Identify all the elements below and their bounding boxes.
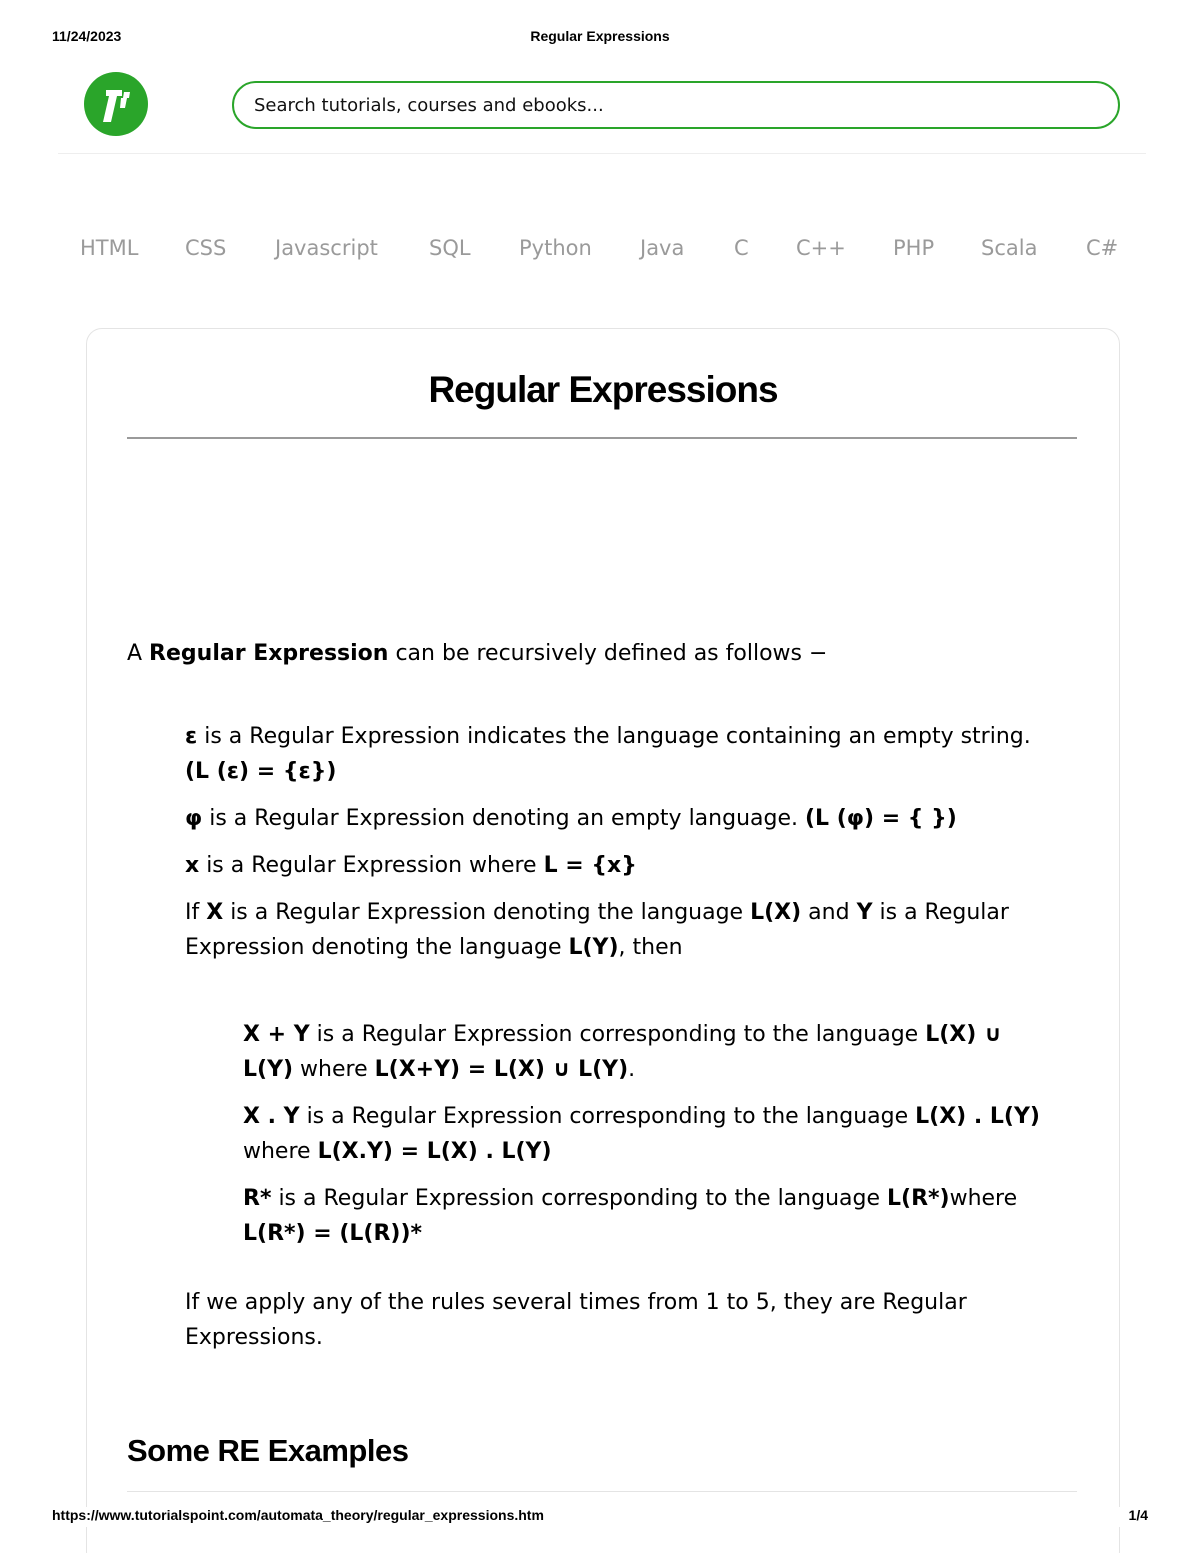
nav-item-scala[interactable]: Scala bbox=[981, 236, 1038, 260]
rule-symbol: R* bbox=[243, 1186, 272, 1211]
nav-item-css[interactable]: CSS bbox=[185, 236, 227, 260]
rule-formula: (L (φ) = { }) bbox=[804, 806, 957, 831]
rule-symbol: φ bbox=[185, 806, 203, 831]
intro-term: Regular Expression bbox=[149, 641, 389, 666]
rule-formula: L = {x} bbox=[543, 853, 637, 878]
list-item bbox=[243, 1017, 1043, 1087]
rule-text: , then bbox=[618, 935, 683, 960]
rule-text: is a Regular Expression corresponding to the language bbox=[271, 1186, 887, 1211]
rule-text: is a Regular Expression indicates the language containing an empty string. bbox=[197, 724, 1031, 749]
print-date: 11/24/2023 bbox=[52, 28, 122, 44]
rule-text: is a Regular Expression denoting the language bbox=[223, 900, 751, 925]
rule-formula: L(X) bbox=[750, 900, 802, 925]
site-header bbox=[58, 70, 1146, 154]
nav-item-sql[interactable]: SQL bbox=[429, 236, 471, 260]
rule-formula: L(R*) bbox=[887, 1186, 950, 1211]
title-divider bbox=[127, 437, 1077, 439]
intro-text-end: can be recursively defined as follows − bbox=[388, 641, 828, 666]
list-item bbox=[185, 719, 1045, 789]
rule-formula: L(X) ∪ L(Y) bbox=[243, 1022, 1002, 1082]
print-document-title: Regular Expressions bbox=[530, 28, 670, 44]
rule-text: is a Regular Expression corresponding to the language bbox=[309, 1022, 926, 1047]
rule-text: . bbox=[628, 1057, 636, 1082]
rule-text: is a Regular Expression where bbox=[199, 853, 544, 878]
rule-text: and bbox=[801, 900, 857, 925]
nav-item-html[interactable]: HTML bbox=[80, 236, 139, 260]
nav-item-javascript[interactable]: Javascript bbox=[275, 236, 378, 260]
rule-formula: L(X+Y) = L(X) ∪ L(Y) bbox=[374, 1057, 629, 1082]
rule-symbol: Y bbox=[856, 900, 873, 925]
page-number: 1/4 bbox=[1128, 1507, 1148, 1523]
list-item bbox=[185, 895, 1045, 965]
rule-symbol: X + Y bbox=[243, 1022, 310, 1047]
search-input[interactable] bbox=[232, 81, 1120, 129]
nav-item-php[interactable]: PHP bbox=[893, 236, 935, 260]
nav-item-cpp[interactable]: C++ bbox=[796, 236, 846, 260]
page-title: Regular Expressions bbox=[428, 369, 778, 410]
rule-text: where bbox=[243, 1139, 318, 1164]
rule-formula: L(X) . L(Y) bbox=[915, 1104, 1040, 1129]
rule-list bbox=[185, 719, 1045, 977]
print-url: https://www.tutorialspoint.com/automata_theory/regular_expressions.htm bbox=[52, 1507, 544, 1523]
rule-symbol: X bbox=[206, 900, 224, 925]
list-item bbox=[243, 1099, 1043, 1169]
closing-paragraph: If we apply any of the rules several times from 1 to 5, they are Regular Expressions. bbox=[185, 1290, 967, 1350]
nav-item-python[interactable]: Python bbox=[519, 236, 592, 260]
rule-formula: L(X.Y) = L(X) . L(Y) bbox=[317, 1139, 552, 1164]
logo-glyph-icon bbox=[84, 72, 148, 136]
intro-text: A bbox=[127, 641, 150, 666]
nav-item-java[interactable]: Java bbox=[640, 236, 685, 260]
section-heading: Some RE Examples bbox=[127, 1433, 409, 1468]
rule-text: where bbox=[949, 1186, 1018, 1211]
article-card bbox=[86, 328, 1120, 1553]
print-header bbox=[52, 28, 1148, 48]
print-footer bbox=[52, 1507, 1148, 1527]
rule-formula: L(R*) = (L(R))* bbox=[243, 1221, 423, 1246]
nav-item-csharp[interactable]: C# bbox=[1086, 236, 1119, 260]
rule-symbol: x bbox=[185, 853, 200, 878]
examples-table-top-border bbox=[127, 1491, 1077, 1492]
rule-formula: L(Y) bbox=[568, 935, 619, 960]
nav-item-c[interactable]: C bbox=[734, 236, 749, 260]
rule-formula: (L (ε) = {ε}) bbox=[185, 759, 337, 784]
intro-paragraph bbox=[127, 639, 1077, 669]
language-nav bbox=[58, 236, 1146, 270]
rule-symbol: ε bbox=[185, 724, 198, 749]
sub-rule-list bbox=[243, 1017, 1043, 1263]
list-item bbox=[185, 848, 1045, 883]
tutorialspoint-logo-icon[interactable] bbox=[84, 72, 148, 136]
rule-text: is a Regular Expression denoting an empty language. bbox=[202, 806, 805, 831]
rule-text: is a Regular Expression denoting the language bbox=[185, 900, 1009, 960]
rule-text: is a Regular Expression corresponding to the language bbox=[299, 1104, 916, 1129]
rule-text: If bbox=[185, 900, 207, 925]
list-item bbox=[185, 801, 1045, 836]
list-item bbox=[243, 1181, 1043, 1251]
rule-text: where bbox=[293, 1057, 375, 1082]
rule-symbol: X . Y bbox=[243, 1104, 300, 1129]
